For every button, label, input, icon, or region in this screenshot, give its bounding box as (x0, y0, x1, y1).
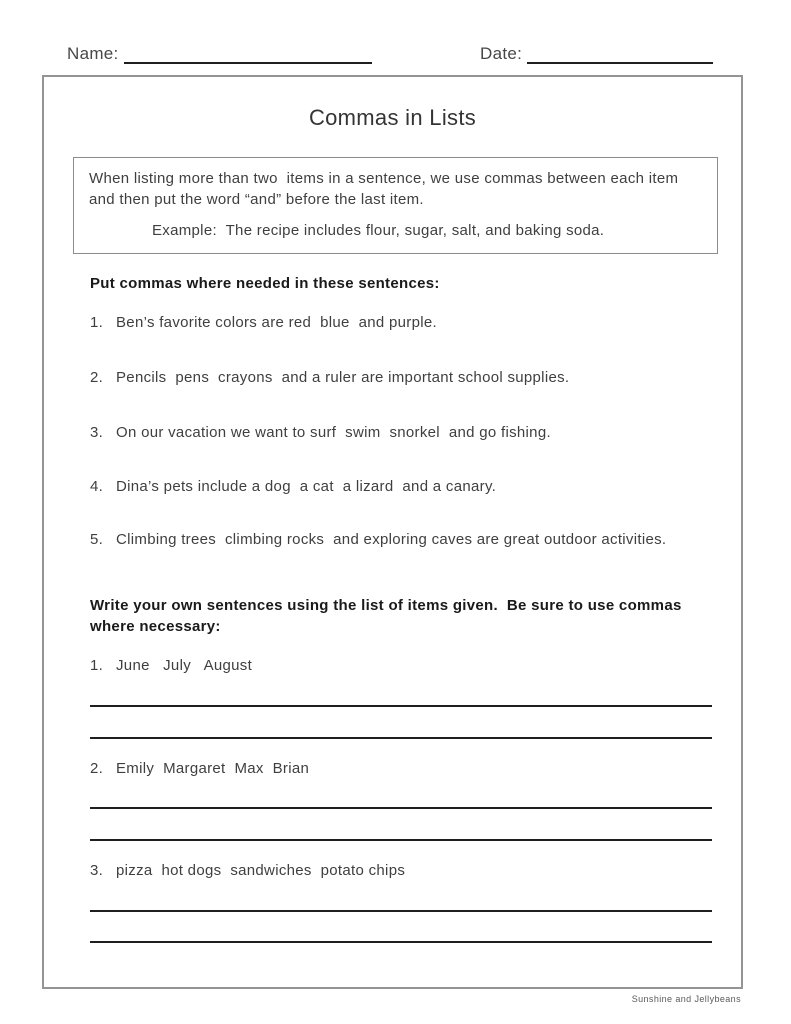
footer-credit: Sunshine and Jellybeans (631, 994, 741, 1004)
item-number: 2. (90, 760, 104, 777)
sentence-text: Climbing trees climbing rocks and exploring caves are great outdoor activities. (116, 531, 667, 548)
date-field-row (480, 44, 713, 64)
name-blank-line[interactable] (124, 44, 372, 64)
item-number: 1. (90, 314, 104, 331)
write-prompt-2 (90, 757, 309, 781)
answer-line-1a[interactable] (90, 705, 712, 707)
instruction-text: When listing more than two items in a sentence, we use commas between each item and then put the word “and” before the last item. (89, 170, 683, 208)
item-number: 3. (90, 862, 104, 879)
section-commas-heading: Put commas where needed in these sentences: (90, 275, 440, 292)
instruction-example: Example: The recipe includes flour, sugar, salt, and baking soda. (152, 222, 605, 239)
item-number: 4. (90, 478, 104, 495)
item-number: 2. (90, 369, 104, 386)
prompt-text: pizza hot dogs sandwiches potato chips (116, 862, 406, 879)
comma-sentence-4 (90, 475, 496, 499)
answer-line-2b[interactable] (90, 839, 712, 841)
comma-sentence-1 (90, 311, 437, 335)
comma-sentence-2 (90, 366, 569, 390)
item-number: 5. (90, 531, 104, 548)
answer-line-1b[interactable] (90, 737, 712, 739)
section-write-heading: Write your own sentences using the list of items given. Be sure to use commas where necessary: (90, 597, 687, 635)
date-blank-line[interactable] (527, 44, 713, 64)
prompt-text: Emily Margaret Max Brian (116, 760, 310, 777)
answer-line-2a[interactable] (90, 807, 712, 809)
sentence-text: Pencils pens crayons and a ruler are important school supplies. (116, 369, 570, 386)
prompt-text: June July August (116, 657, 253, 674)
date-label: Date: (480, 44, 523, 63)
name-field-row (67, 44, 372, 64)
item-number: 3. (90, 424, 104, 441)
comma-sentence-5 (90, 528, 666, 552)
page-title: Commas in Lists (308, 105, 477, 130)
worksheet-box (42, 75, 743, 989)
write-prompt-1 (90, 654, 252, 678)
instruction-box (73, 157, 718, 254)
sentence-text: Ben’s favorite colors are red blue and purple. (116, 314, 437, 331)
comma-sentence-3 (90, 421, 551, 445)
item-number: 1. (90, 657, 104, 674)
write-prompt-3 (90, 859, 405, 883)
answer-line-3a[interactable] (90, 910, 712, 912)
name-label: Name: (67, 44, 119, 63)
sentence-text: On our vacation we want to surf swim snorkel and go fishing. (116, 424, 551, 441)
answer-line-3b[interactable] (90, 941, 712, 943)
sentence-text: Dina’s pets include a dog a cat a lizard and a canary. (116, 478, 497, 495)
